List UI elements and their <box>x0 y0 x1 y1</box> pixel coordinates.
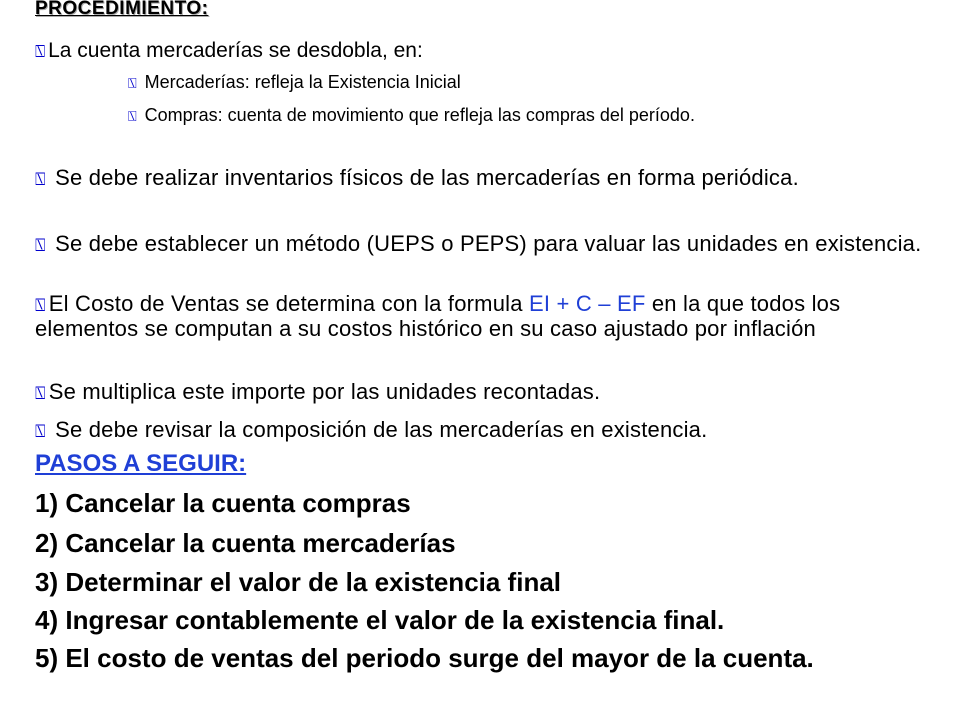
bullet-paragraph <box>35 232 925 257</box>
step-item: 1) Cancelar la cuenta compras <box>35 488 411 518</box>
bullet-icon: ⍂ <box>35 169 46 189</box>
step-item: 2) Cancelar la cuenta mercaderías <box>35 528 456 558</box>
bullet-paragraph <box>35 418 925 443</box>
formula-text: EI + C – EF <box>528 291 646 316</box>
bullet-icon: ⍂ <box>35 295 46 315</box>
bullet-icon: ⍂ <box>35 42 46 61</box>
bullet-text: Se debe revisar la composición de las mercaderías en existencia. <box>55 417 708 442</box>
bullet-icon: ⍂ <box>35 235 46 255</box>
bullet-text: Se debe realizar inventarios físicos de las mercaderías en forma periódica. <box>55 165 799 190</box>
step-item: 4) Ingresar contablemente el valor de la existencia final. <box>35 605 725 635</box>
bullet-text: Se multiplica este importe por las unidades recontadas. <box>48 379 601 404</box>
bullet-paragraph <box>35 166 925 191</box>
bullet-text: Se debe establecer un método (UEPS o PEPS) para valuar las unidades en existencia. <box>55 231 922 256</box>
costo-text-after: en la que todos los elementos se computan a su costos histórico en su caso ajustado por inflación <box>35 291 841 341</box>
step-item: 5) El costo de ventas del periodo surge del mayor de la cuenta. <box>35 643 814 673</box>
bullet-paragraph <box>35 380 925 405</box>
intro-line <box>35 38 423 64</box>
intro-text: La cuenta mercaderías se desdobla, en: <box>48 39 423 62</box>
sub-item <box>128 103 910 129</box>
costo-text-before: El Costo de Ventas se determina con la formula <box>48 291 529 316</box>
pasos-heading: PASOS A SEGUIR: <box>35 450 247 477</box>
sub-item-text: Compras: cuenta de movimiento que refleja las compras del período. <box>144 105 695 125</box>
bullet-icon: ⍂ <box>35 421 46 441</box>
sub-item <box>128 71 461 95</box>
bullet-icon: ⍂ <box>128 76 137 92</box>
costo-paragraph <box>35 292 925 341</box>
sub-item-text: Mercaderías: refleja la Existencia Inicial <box>144 72 461 92</box>
step-item: 3) Determinar el valor de la existencia final <box>35 567 562 597</box>
bullet-icon: ⍂ <box>35 383 46 403</box>
bullet-icon: ⍂ <box>128 109 137 125</box>
page-title: PROCEDIMIENTO: <box>35 0 209 19</box>
